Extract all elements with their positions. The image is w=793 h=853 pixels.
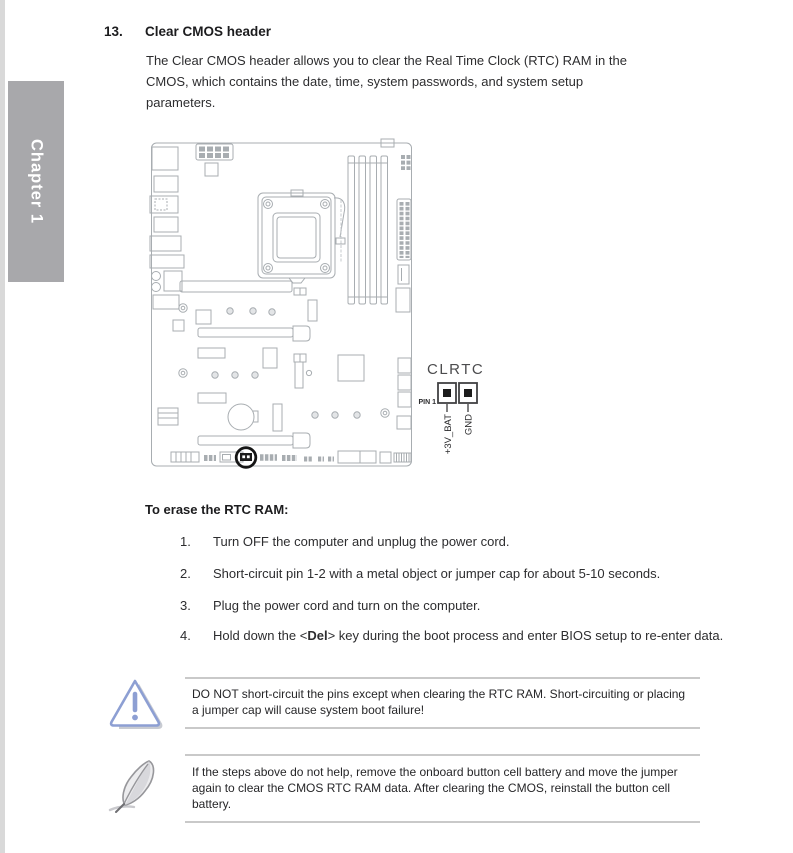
step-text: Hold down the <Del> key during the boot process and enter BIOS setup to re-enter data. bbox=[213, 628, 724, 643]
eps-power-connector bbox=[196, 144, 233, 176]
procedure-heading: To erase the RTC RAM: bbox=[145, 502, 289, 517]
step-text: Plug the power cord and turn on the computer. bbox=[213, 598, 481, 613]
divider bbox=[185, 754, 700, 756]
clrtc-location bbox=[236, 448, 256, 468]
right-edge-connectors bbox=[396, 265, 411, 429]
cpu-socket bbox=[258, 190, 345, 283]
step-number: 1. bbox=[180, 534, 191, 549]
warning-text: DO NOT short-circuit the pins except when clearing the RTC RAM. Short-circuiting or placing a jumper cap will cause system boot failure! bbox=[192, 687, 686, 717]
step-4 bbox=[180, 627, 740, 644]
motherboard-diagram bbox=[145, 136, 501, 484]
clrtc-label: CLRTC bbox=[427, 361, 485, 378]
step-3 bbox=[180, 597, 740, 614]
bottom-edge-headers bbox=[171, 451, 411, 463]
pin1-label: PIN 1 bbox=[418, 399, 436, 406]
step-1 bbox=[180, 533, 740, 550]
onboard-components bbox=[158, 288, 389, 431]
step-number: 3. bbox=[180, 598, 191, 613]
section-title: Clear CMOS header bbox=[145, 24, 272, 39]
top-edge-headers bbox=[381, 139, 409, 170]
note-text: If the steps above do not help, remove the onboard button cell battery and move the jumper again to clear the CMOS RTC RAM data. After clearing the CMOS, reinstall the button cell battery. bbox=[192, 765, 678, 811]
section-number: 13. bbox=[104, 24, 123, 39]
section-intro: The Clear CMOS header allows you to clear the Real Time Clock (RTC) RAM in the CMOS, which contains the date, time, system passwords, and system setup parameters. bbox=[146, 53, 627, 110]
divider bbox=[185, 821, 700, 823]
divider bbox=[185, 727, 700, 729]
chapter-tab-label: Chapter 1 bbox=[27, 138, 46, 225]
page-edge-shadow bbox=[0, 0, 5, 853]
chipset bbox=[338, 355, 364, 381]
chapter-tab bbox=[8, 81, 64, 282]
rear-io-ports bbox=[150, 147, 184, 309]
step-text: Short-circuit pin 1-2 with a metal object or jumper cap for about 5-10 seconds. bbox=[213, 566, 661, 581]
clrtc-pin-diagram bbox=[418, 361, 484, 454]
dimm-slots bbox=[348, 156, 388, 304]
pin-name-gnd: GND bbox=[463, 414, 475, 436]
divider bbox=[185, 677, 700, 679]
cmos-battery bbox=[228, 404, 258, 430]
step-number: 2. bbox=[180, 566, 191, 581]
atx-power-connector bbox=[397, 199, 411, 260]
warning-triangle-icon bbox=[106, 676, 164, 730]
step-number: 4. bbox=[180, 628, 191, 643]
expansion-slots bbox=[180, 281, 310, 448]
quill-pen-icon bbox=[103, 757, 161, 815]
pin-name-3vbat: +3V_BAT bbox=[443, 414, 454, 455]
step-text: Turn OFF the computer and unplug the power cord. bbox=[213, 534, 510, 549]
step-2 bbox=[180, 565, 740, 582]
